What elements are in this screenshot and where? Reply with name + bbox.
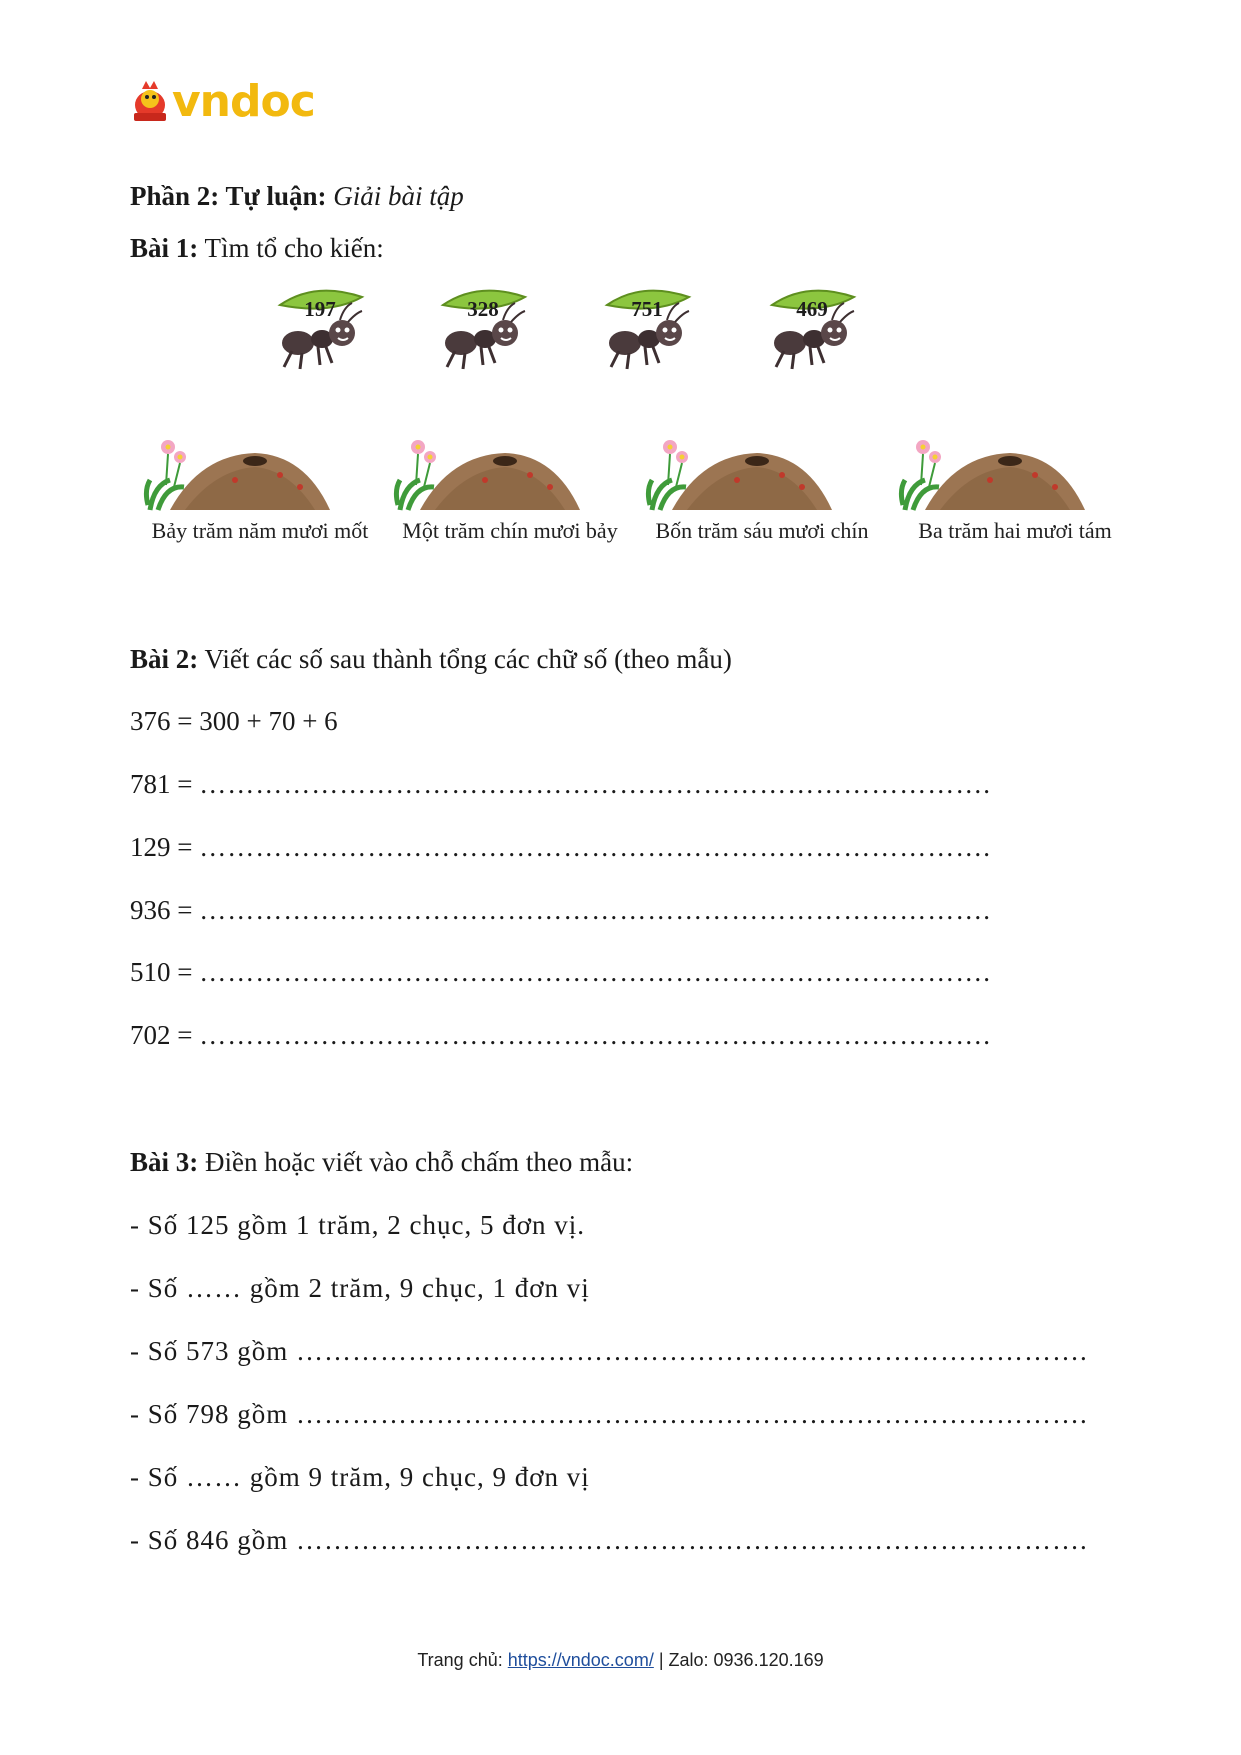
mascot-icon <box>128 79 170 125</box>
bai2-label: Bài 2: <box>130 644 199 674</box>
home-link[interactable]: https://vndoc.com/ <box>507 1650 654 1670</box>
bai3-line[interactable]: - Số …… gồm 2 trăm, 9 chục, 1 đơn vị <box>130 1273 590 1303</box>
logo-text: vndoc <box>172 76 315 127</box>
page-footer <box>0 1650 1241 1671</box>
bai2-row-lhs: 702 = <box>130 1020 193 1050</box>
ant-number: 197 <box>304 297 336 321</box>
nest-3[interactable] <box>642 425 882 545</box>
anthill-icon <box>642 425 842 515</box>
ant-number: 328 <box>467 297 499 321</box>
heading-italic: Giải bài tập <box>333 181 464 211</box>
ant-469[interactable] <box>762 285 862 375</box>
anthill-icon <box>895 425 1095 515</box>
heading-bold: Phần 2: Tự luận: <box>130 181 327 211</box>
answer-blank[interactable]: …………………………………………………………………………. <box>199 832 991 862</box>
bai2-row <box>130 1019 991 1051</box>
bai1-label: Bài 1: <box>130 233 199 263</box>
ant-number: 469 <box>796 297 828 321</box>
bai3-line: - Số 125 gồm 1 trăm, 2 chục, 5 đơn vị. <box>130 1210 585 1240</box>
bai1-title <box>130 232 384 264</box>
bai2-title <box>130 643 732 675</box>
bai2-text: Viết các số sau thành tổng các chữ số (theo mẫu) <box>204 644 732 674</box>
bai1-text: Tìm tổ cho kiến: <box>204 233 384 263</box>
bai2-row-lhs: 781 = <box>130 769 193 799</box>
anthill-icon <box>140 425 340 515</box>
answer-blank[interactable]: …………………………………………………………………………. <box>199 895 991 925</box>
section-heading <box>130 180 464 212</box>
nest-label: Bốn trăm sáu mươi chín <box>655 518 869 543</box>
bai2-example: 376 = 300 + 70 + 6 <box>130 706 338 736</box>
ant-328[interactable] <box>433 285 533 375</box>
nest-4[interactable] <box>895 425 1135 545</box>
answer-blank[interactable]: …………………………………………………………………………. <box>199 769 991 799</box>
nest-label: Ba trăm hai mươi tám <box>918 518 1112 543</box>
answer-blank[interactable]: …………………………………………………………………………. <box>199 957 991 987</box>
vndoc-logo[interactable] <box>128 76 315 128</box>
footer-suffix: | Zalo: 0936.120.169 <box>653 1650 824 1670</box>
bai3-line[interactable]: - Số …… gồm 9 trăm, 9 chục, 9 đơn vị <box>130 1462 590 1492</box>
ants-row <box>270 285 890 375</box>
bai3-title <box>130 1146 633 1178</box>
nest-label: Một trăm chín mươi bảy <box>402 518 618 543</box>
ant-751[interactable] <box>597 285 697 375</box>
bai2-row <box>130 894 991 926</box>
bai3-line[interactable]: - Số 798 gồm …………………………………………………………………………. <box>130 1399 1088 1429</box>
anthill-icon <box>390 425 590 515</box>
bai2-row <box>130 768 991 800</box>
nest-1[interactable] <box>140 425 380 545</box>
bai2-row <box>130 831 991 863</box>
bai3-label: Bài 3: <box>130 1147 199 1177</box>
bai2-row-lhs: 129 = <box>130 832 193 862</box>
bai2-row-lhs: 510 = <box>130 957 193 987</box>
footer-prefix: Trang chủ: <box>417 1650 503 1670</box>
nest-2[interactable] <box>390 425 630 545</box>
nests-row <box>140 425 1112 545</box>
answer-blank[interactable]: …………………………………………………………………………. <box>199 1020 991 1050</box>
bai2-row <box>130 956 991 988</box>
ant-number: 751 <box>631 297 663 321</box>
ant-197[interactable] <box>270 285 370 375</box>
bai3-text: Điền hoặc viết vào chỗ chấm theo mẫu: <box>205 1147 634 1177</box>
bai3-line[interactable]: - Số 573 gồm …………………………………………………………………………. <box>130 1336 1088 1366</box>
bai3-line[interactable]: - Số 846 gồm …………………………………………………………………………. <box>130 1525 1088 1555</box>
nest-label: Bảy trăm năm mươi mốt <box>151 518 369 543</box>
bai2-row-lhs: 936 = <box>130 895 193 925</box>
